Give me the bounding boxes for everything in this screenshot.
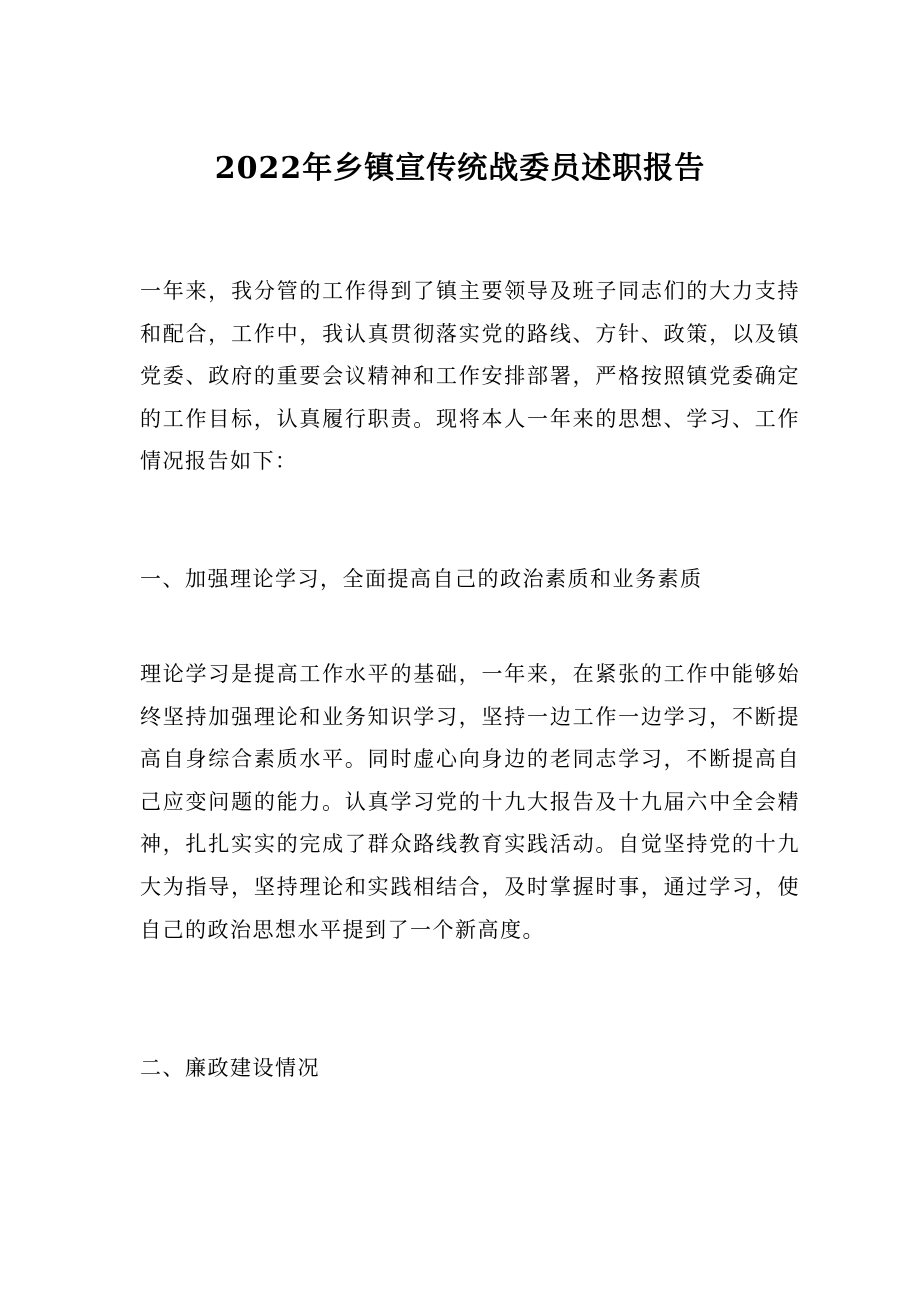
intro-paragraph: 一年来，我分管的工作得到了镇主要领导及班子同志们的大力支持和配合，工作中，我认真贯彻落实党的路线、方针、政策，以及镇党委、政府的重要会议精神和工作安排部署，严格按照镇党委确定的工作目标，认真履行职责。现将本人一年来的思想、学习、工作情况报告如下： <box>140 279 800 474</box>
document-title: 2022年乡镇宣传统战委员述职报告 <box>214 151 706 186</box>
section-heading-1: 一、加强理论学习，全面提高自己的政治素质和业务素质 <box>140 567 703 591</box>
section-heading-2: 二、廉政建设情况 <box>140 1056 320 1080</box>
section-body-1: 理论学习是提高工作水平的基础，一年来，在紧张的工作中能够始终坚持加强理论和业务知识学习，坚持一边工作一边学习，不断提高自身综合素质水平。同时虚心向身边的老同志学习，不断提高自己应变问题的能力。认真学习党的十九大报告及十九届六中全会精神，扎扎实实的完成了群众路线教育实践活动。自觉坚持党的十九大为指导，坚持理论和实践相结合，及时掌握时事，通过学习，使自己的政治思想水平提到了一个新高度。 <box>140 662 800 942</box>
